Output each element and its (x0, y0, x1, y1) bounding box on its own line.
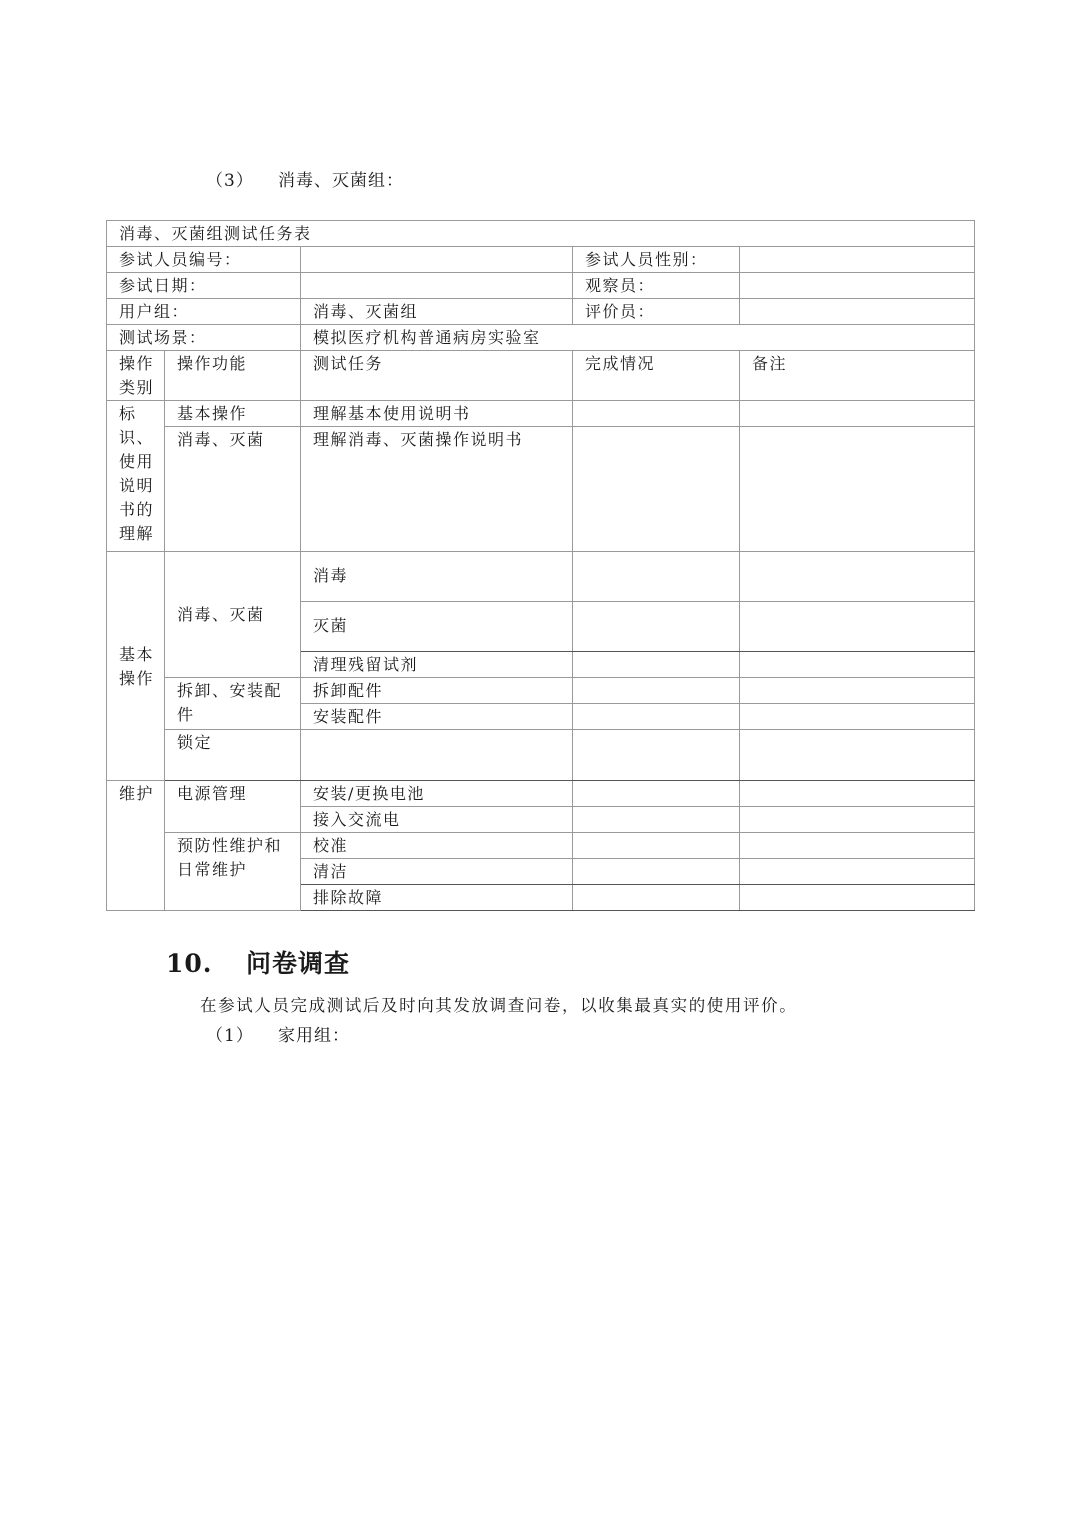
remarks-cell (740, 678, 975, 704)
completion-cell (573, 885, 740, 911)
scene-value: 模拟医疗机构普通病房实验室 (301, 325, 975, 351)
remarks-cell (740, 602, 975, 652)
observer-value (740, 273, 975, 299)
subsection-heading-1 (206, 1021, 350, 1046)
task-label: 灭菌 (301, 602, 573, 652)
participant-id-label: 参试人员编号： (107, 247, 301, 273)
completion-cell (573, 807, 740, 833)
function-label: 电源管理 (165, 781, 301, 833)
user-group-label: 用户组： (107, 299, 301, 325)
remarks-cell (740, 652, 975, 678)
completion-cell (573, 401, 740, 427)
task-label: 拆卸配件 (301, 678, 573, 704)
header-op-function: 操作功能 (165, 351, 301, 401)
user-group-value: 消毒、灭菌组 (301, 299, 573, 325)
remarks-cell (740, 859, 975, 885)
completion-cell (573, 552, 740, 602)
header-remarks: 备注 (740, 351, 975, 401)
test-date-value (301, 273, 573, 299)
category-label-basic-ops: 基本操作 (107, 552, 165, 781)
scene-label: 测试场景： (107, 325, 301, 351)
subsection-heading-3 (206, 166, 404, 191)
task-label: 理解消毒、灭菌操作说明书 (301, 427, 573, 552)
completion-cell (573, 678, 740, 704)
evaluator-label: 评价员： (573, 299, 740, 325)
table-title: 消毒、灭菌组测试任务表 (107, 221, 975, 247)
task-label: 清洁 (301, 859, 573, 885)
function-label: 基本操作 (165, 401, 301, 427)
completion-cell (573, 602, 740, 652)
task-label: 安装配件 (301, 704, 573, 730)
function-label: 预防性维护和日常维护 (165, 833, 301, 911)
category-label-maintenance: 维护 (107, 781, 165, 911)
subsection-number: （3） (206, 171, 254, 191)
function-label: 锁定 (165, 730, 301, 781)
header-completion: 完成情况 (573, 351, 740, 401)
task-label: 校准 (301, 833, 573, 859)
remarks-cell (740, 833, 975, 859)
function-label: 消毒、灭菌 (165, 427, 301, 552)
completion-cell (573, 427, 740, 552)
participant-gender-value (740, 247, 975, 273)
remarks-cell (740, 552, 975, 602)
completion-cell (573, 859, 740, 885)
remarks-cell (740, 730, 975, 781)
task-label: 排除故障 (301, 885, 573, 911)
remarks-cell (740, 401, 975, 427)
section-title: 问卷调查 (246, 949, 351, 978)
remarks-cell (740, 781, 975, 807)
subsection-title: 家用组： (278, 1026, 350, 1046)
subsection-title: 消毒、灭菌组： (278, 171, 404, 191)
participant-id-value (301, 247, 573, 273)
header-op-category: 操作类别 (107, 351, 165, 401)
task-label (301, 730, 573, 781)
remarks-cell (740, 427, 975, 552)
task-label: 清理残留试剂 (301, 652, 573, 678)
participant-gender-label: 参试人员性别： (573, 247, 740, 273)
observer-label: 观察员： (573, 273, 740, 299)
category-label-understanding: 标识、使用说明书的理解 (107, 401, 165, 552)
sterilization-task-table (106, 220, 975, 911)
function-label: 拆卸、安装配件 (165, 678, 301, 730)
remarks-cell (740, 807, 975, 833)
task-label: 接入交流电 (301, 807, 573, 833)
evaluator-value (740, 299, 975, 325)
completion-cell (573, 833, 740, 859)
task-label: 安装/更换电池 (301, 781, 573, 807)
remarks-cell (740, 704, 975, 730)
completion-cell (573, 781, 740, 807)
task-label: 理解基本使用说明书 (301, 401, 573, 427)
remarks-cell (740, 885, 975, 911)
function-label: 消毒、灭菌 (165, 552, 301, 678)
task-label: 消毒 (301, 552, 573, 602)
test-date-label: 参试日期： (107, 273, 301, 299)
header-test-task: 测试任务 (301, 351, 573, 401)
completion-cell (573, 704, 740, 730)
subsection-number: （1） (206, 1026, 254, 1046)
completion-cell (573, 652, 740, 678)
completion-cell (573, 730, 740, 781)
section-paragraph: 在参试人员完成测试后及时向其发放调查问卷，以收集最真实的使用评价。 (200, 996, 798, 1015)
section-number: 10. (166, 949, 213, 978)
section-heading-10 (166, 944, 350, 980)
